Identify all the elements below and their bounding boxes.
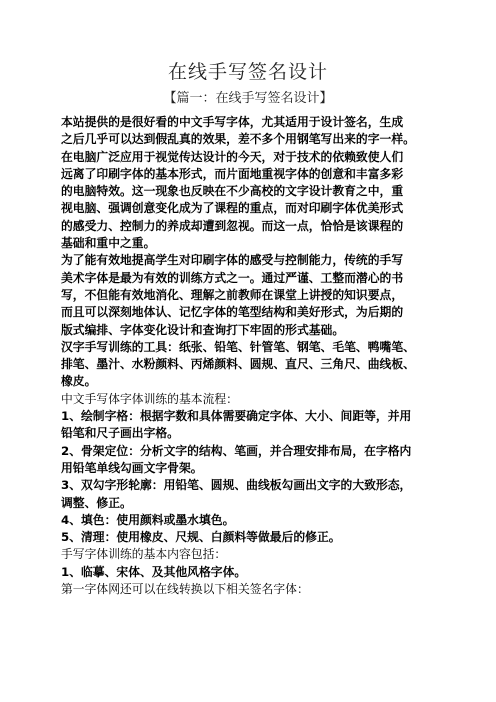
body-line: 5、清理：使用橡皮、尺规、白颜料等做最后的修正。 bbox=[61, 530, 341, 545]
body-line: 排笔、墨汁、水粉颜料、丙烯颜料、圆规、直尺、三角尺、曲线板、 bbox=[61, 357, 415, 372]
body-line: 版式编排、字体变化设计和查询打下牢固的形式基础。 bbox=[61, 322, 345, 337]
body-line: 1、临摹、宋体、及其他风格字体。 bbox=[61, 564, 247, 579]
document-body bbox=[61, 114, 441, 598]
body-line: 汉字手写训练的工具：纸张、铅笔、针管笔、钢笔、毛笔、鸭嘴笔、 bbox=[61, 339, 415, 354]
body-line: 写，不但能有效地消化、理解之前教师在课堂上讲授的知识要点， bbox=[61, 287, 404, 302]
body-line: 视电脑、强调创意变化成为了课程的重点，而对印刷字体优美形式 bbox=[61, 201, 404, 216]
body-line: 基础和重中之重。 bbox=[61, 236, 156, 251]
body-line: 的感受力、控制力的养成却遭到忽视。而这一点，恰恰是该课程的 bbox=[61, 218, 404, 233]
body-line: 手写字体训练的基本内容包括： bbox=[61, 547, 227, 562]
body-line: 为了能有效地提高学生对印刷字体的感受与控制能力，传统的手写 bbox=[61, 253, 404, 268]
body-line: 3、双勾字形轮廓：用铅笔、圆规、曲线板勾画出文字的大致形态， bbox=[61, 478, 412, 493]
body-line: 4、填色：使用颜料或墨水填色。 bbox=[61, 512, 235, 527]
document-subtitle: 【篇一：在线手写签名设计】 bbox=[163, 91, 333, 106]
body-line: 用铅笔单线勾画文字骨架。 bbox=[61, 460, 203, 475]
document-title: 在线手写签名设计 bbox=[167, 61, 328, 83]
body-line: 的电脑特效。这一现象也反映在不少高校的文字设计教育之中，重 bbox=[61, 184, 404, 199]
body-line: 本站提供的是很好看的中文手写字体，尤其适用于设计签名，生成 bbox=[61, 115, 404, 129]
body-line: 中文手写体字体训练的基本流程： bbox=[61, 391, 238, 406]
body-line: 美术字体是最为有效的训练方式之一。通过严谨、工整而潜心的书 bbox=[61, 270, 404, 285]
body-line: 1、绘制字格：根据字数和具体需要确定字体、大小、间距等，并用 bbox=[61, 409, 412, 424]
body-line: 远离了印刷字体的基本形式，而片面地重视字体的创意和丰富多彩 bbox=[61, 166, 404, 181]
body-line: 之后几乎可以达到假乱真的效果，差不多个用钢笔写出来的字一样。 bbox=[61, 132, 415, 147]
body-line: 而且可以深刻地体认、记忆字体的笔型结构和美好形式，为后期的 bbox=[61, 305, 404, 320]
body-line: 第一字体网还可以在线转换以下相关签名字体： bbox=[61, 582, 309, 597]
body-line: 橡皮。 bbox=[61, 374, 97, 389]
body-line: 铅笔和尺子画出字格。 bbox=[61, 426, 179, 441]
body-line: 调整、修正。 bbox=[61, 495, 132, 510]
body-line: 在电脑广泛应用于视觉传达设计的今天，对于技术的依赖致使人们 bbox=[61, 149, 404, 164]
body-line: 2、骨架定位：分析文字的结构、笔画，并合理安排布局，在字格内 bbox=[61, 443, 412, 458]
